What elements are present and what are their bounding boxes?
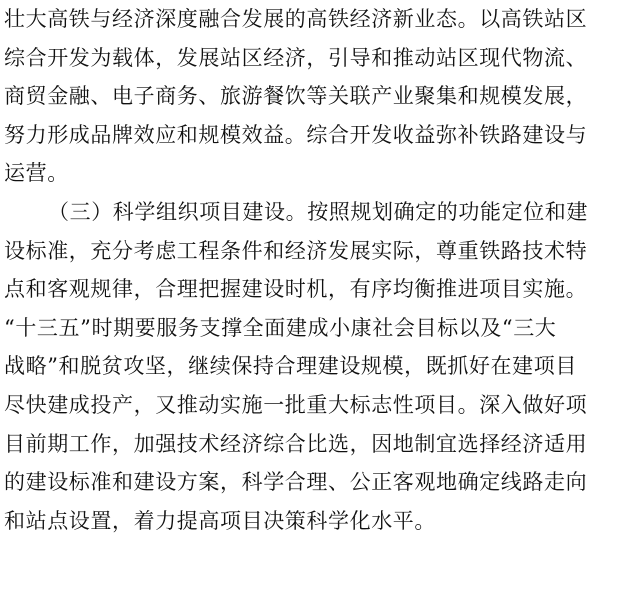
text-line: 壮大高铁与经济深度融合发展的高铁经济新业态。以高铁站区 (4, 7, 588, 31)
text-line: 综合开发为载体，发展站区经济，引导和推动站区现代物流、 (4, 45, 588, 70)
text-line: 和站点设置，着力提高项目决策科学化水平。 (4, 508, 436, 533)
text-line: 战略”和脱贫攻坚，继续保持合理建设规模，既抓好在建项目 (4, 354, 577, 379)
paragraph-project-construction (4, 193, 624, 579)
text-line: 目前期工作，加强技术经济综合比选，因地制宜选择经济适用 (4, 431, 588, 456)
section-heading-line: （三）科学组织项目建设。按照规划确定的功能定位和建 (48, 199, 588, 224)
paragraph-high-speed-rail-economy (4, 0, 624, 193)
text-line: “十三五”时期要服务支撑全面建成小康社会目标以及“三大 (4, 315, 557, 340)
text-line: 努力形成品牌效应和规模效益。综合开发收益弥补铁路建设与 (4, 122, 588, 147)
text-line: 运营。 (4, 161, 69, 186)
text-line: 的建设标准和建设方案，科学合理、公正客观地确定线路走向 (4, 470, 588, 495)
text-line: 尽快建成投产，又推动实施一批重大标志性项目。深入做好项 (4, 392, 588, 417)
text-line (4, 540, 624, 579)
text-line: 点和客观规律，合理把握建设时机，有序均衡推进项目实施。 (4, 277, 588, 302)
text-line: 商贸金融、电子商务、旅游餐饮等关联产业聚集和规模发展， (4, 84, 588, 109)
text-line: 设标准，充分考虑工程条件和经济发展实际，尊重铁路技术特 (4, 238, 588, 263)
